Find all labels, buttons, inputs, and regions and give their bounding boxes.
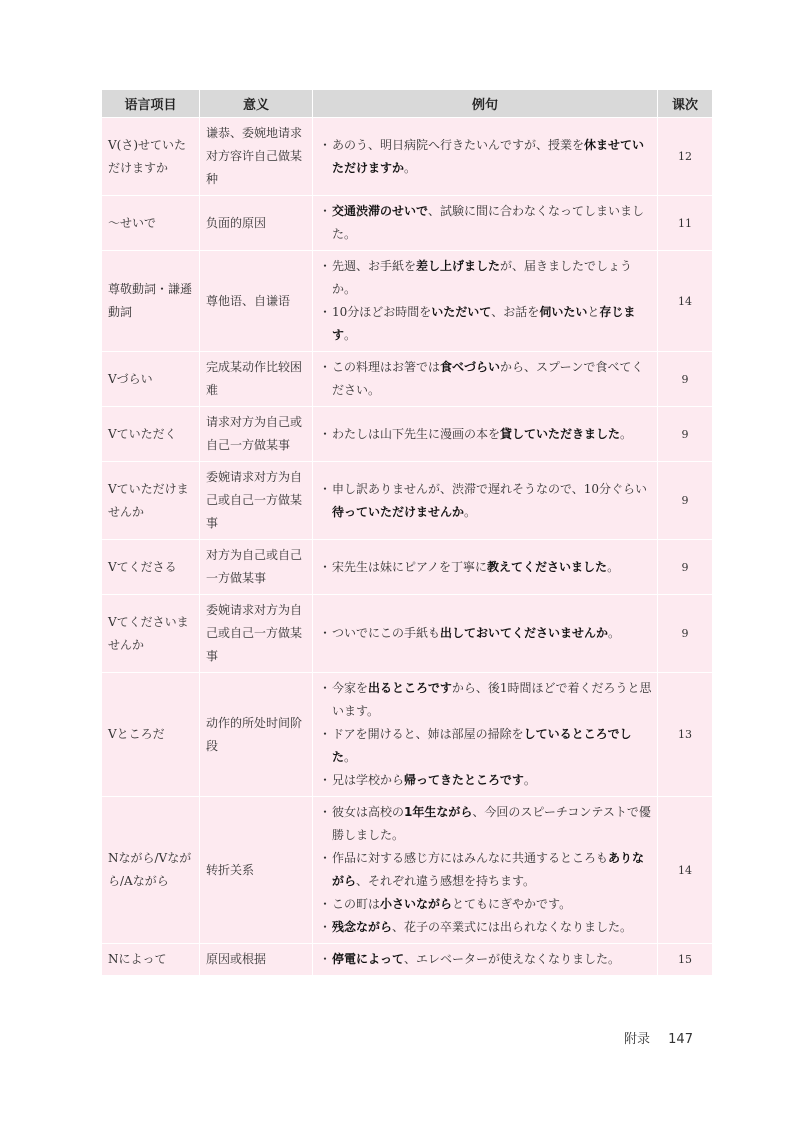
example-text: 先週、お手紙を [332,259,417,273]
example-highlight: 1年生ながら [404,805,473,819]
lesson-number: 11 [658,196,712,251]
example-highlight: 小さいながら [380,897,453,911]
example-highlight: 帰ってきたところです [404,773,524,787]
example-highlight: 貸していただきました [500,426,621,441]
example-text: 。 [344,328,357,342]
example-text: から、後1時間ほどで着くだろうと思います。 [332,681,652,718]
example-highlight: 教えてくださいました [487,559,608,574]
example-highlight: 伺いたい [539,305,588,319]
example-list [319,556,653,579]
bullet-icon: ・ [319,481,332,496]
example-cell [313,196,658,251]
example-text: 申し訳ありませんが、渋滞で遅れそうなので、10分ぐらい [332,481,648,496]
lesson-number: 15 [658,944,712,976]
example-highlight: 休ませていただけますか [332,137,645,175]
grammar-meaning: 委婉请求对方为自己或自己一方做某事 [200,595,313,673]
example-highlight: 出るところです [368,681,452,695]
grammar-meaning: 完成某动作比较困难 [200,352,313,407]
example-sentence [319,801,653,847]
example-text: が、届きましたでしょうか。 [332,259,633,296]
example-text: 、それぞれ違う感想を持ちます。 [356,874,536,888]
lesson-number: 9 [658,352,712,407]
table-row [102,540,712,595]
bullet-icon: ・ [319,851,332,865]
table-row [102,118,712,196]
header-lesson: 课次 [658,90,712,118]
table-row [102,797,712,944]
example-text: この町は [332,897,381,911]
table-row [102,251,712,352]
grammar-item: Vところだ [102,673,200,797]
example-text: 兄は学校から [332,773,405,787]
lesson-number: 9 [658,462,712,540]
example-sentence [319,769,653,792]
example-highlight: 存じます [332,305,636,342]
example-sentence [319,423,653,446]
example-text: わたしは山下先生に漫画の本を [332,426,501,441]
header-examples: 例句 [313,90,658,118]
table-row [102,196,712,251]
grammar-item: Vてくださいませんか [102,595,200,673]
example-sentence [319,301,653,347]
example-text: 宋先生は妹にピアノを丁寧に [332,559,488,574]
bullet-icon: ・ [319,920,332,934]
grammar-item: Vていただく [102,407,200,462]
bullet-icon: ・ [319,559,332,574]
example-text: 。 [404,160,417,175]
example-sentence [319,556,653,579]
example-text: この料理はお箸では [332,360,441,374]
bullet-icon: ・ [319,952,332,966]
bullet-icon: ・ [319,360,332,374]
example-sentence [319,356,653,402]
bullet-icon: ・ [319,204,332,218]
table-body [102,118,712,976]
bullet-icon: ・ [319,897,332,911]
grammar-item: 〜せいで [102,196,200,251]
example-highlight: 食べづらい [440,360,501,374]
lesson-number: 13 [658,673,712,797]
grammar-meaning: 负面的原因 [200,196,313,251]
lesson-number: 9 [658,407,712,462]
example-list [319,200,653,246]
example-list [319,255,653,347]
example-highlight: 交通渋滞のせいで [332,204,429,218]
example-cell [313,673,658,797]
example-cell [313,595,658,673]
example-sentence [319,478,653,524]
example-sentence [319,916,653,939]
lesson-number: 9 [658,540,712,595]
grammar-meaning: 动作的所处时间阶段 [200,673,313,797]
lesson-number: 14 [658,797,712,944]
example-sentence [319,677,653,723]
example-text: ドアを開けると、姉は部屋の掃除を [332,727,524,741]
example-sentence [319,622,653,645]
grammar-item: Vていただけませんか [102,462,200,540]
example-cell [313,407,658,462]
bullet-icon: ・ [319,426,332,441]
example-text: 、試験に間に合わなくなってしまいました。 [332,204,645,241]
bullet-icon: ・ [319,681,332,695]
example-highlight: 差し上げました [416,259,501,273]
example-text: 。 [464,504,477,519]
example-text: 10分ほどお時間を [332,305,432,319]
header-meaning: 意义 [200,90,313,118]
example-highlight: しているところでした [332,727,632,764]
example-cell [313,944,658,976]
example-text: 、今回のスピーチコンテストで優勝しました。 [332,805,651,842]
example-sentence [319,893,653,916]
grammar-item: 尊敬動詞・謙遜動詞 [102,251,200,352]
grammar-item: Nによって [102,944,200,976]
example-list [319,677,653,792]
example-list [319,134,653,180]
example-list [319,356,653,402]
example-list [319,622,653,645]
example-sentence [319,134,653,180]
footer-section: 附录 [624,1032,651,1047]
grammar-table [102,90,712,976]
grammar-meaning: 委婉请求对方为自己或自己一方做某事 [200,462,313,540]
bullet-icon: ・ [319,727,332,741]
grammar-meaning: 请求对方为自己或自己一方做某事 [200,407,313,462]
example-text: とてもにぎやかです。 [452,897,572,911]
example-cell [313,251,658,352]
table-row [102,944,712,976]
bullet-icon: ・ [319,805,332,819]
example-text: 、エレベーターが使えなくなりました。 [404,952,621,966]
example-text: 。 [523,773,536,787]
example-text: 彼女は高校の [332,805,405,819]
example-text: 、お話を [491,305,540,319]
grammar-meaning: 转折关系 [200,797,313,944]
example-highlight: 待っていただけませんか [332,504,465,519]
page-footer [624,1028,693,1047]
example-cell [313,118,658,196]
example-list [319,948,653,971]
example-highlight: いただいて [431,305,492,319]
example-text: あのう、明日病院へ行きたいんですが、授業を [332,137,585,152]
example-text: 。 [608,626,621,640]
example-sentence [319,723,653,769]
lesson-number: 12 [658,118,712,196]
example-cell [313,797,658,944]
page-number: 147 [668,1032,693,1047]
table-row [102,462,712,540]
example-cell [313,540,658,595]
example-highlight: 残念ながら [332,920,393,934]
example-text: 。 [344,750,357,764]
grammar-meaning: 谦恭、委婉地请求对方容许自己做某种 [200,118,313,196]
example-highlight: 出しておいてくださいませんか [440,626,609,640]
bullet-icon: ・ [319,773,332,787]
example-text: 今家を [332,681,369,695]
bullet-icon: ・ [319,259,332,273]
example-text: ついでにこの手紙も [332,626,441,640]
table-row [102,407,712,462]
grammar-meaning: 原因或根据 [200,944,313,976]
example-text: から、スプーンで食べてください。 [332,360,644,397]
example-text: と [587,305,600,319]
table-header-row [102,90,712,118]
table-row [102,673,712,797]
example-highlight: ありながら [332,851,645,888]
grammar-item: Nながら/Vながら/Aながら [102,797,200,944]
lesson-number: 9 [658,595,712,673]
example-cell [313,462,658,540]
example-sentence [319,255,653,301]
example-text: 、花子の卒業式には出られなくなりました。 [392,920,633,934]
example-list [319,423,653,446]
example-cell [313,352,658,407]
bullet-icon: ・ [319,137,332,152]
example-sentence [319,847,653,893]
example-sentence [319,200,653,246]
bullet-icon: ・ [319,626,332,640]
example-text: 。 [620,426,633,441]
example-list [319,801,653,939]
example-text: 作品に対する感じ方にはみんなに共通するところも [332,851,609,865]
example-highlight: 停電によって [332,952,405,966]
table-row [102,352,712,407]
example-list [319,478,653,524]
grammar-meaning: 对方为自己或自己一方做某事 [200,540,313,595]
example-sentence [319,948,653,971]
bullet-icon: ・ [319,305,332,319]
example-text: 。 [607,559,620,574]
header-item: 语言项目 [102,90,200,118]
grammar-item: Vてくださる [102,540,200,595]
lesson-number: 14 [658,251,712,352]
grammar-item: V(さ)せていただけますか [102,118,200,196]
table-row [102,595,712,673]
grammar-meaning: 尊他语、自谦语 [200,251,313,352]
grammar-item: Vづらい [102,352,200,407]
